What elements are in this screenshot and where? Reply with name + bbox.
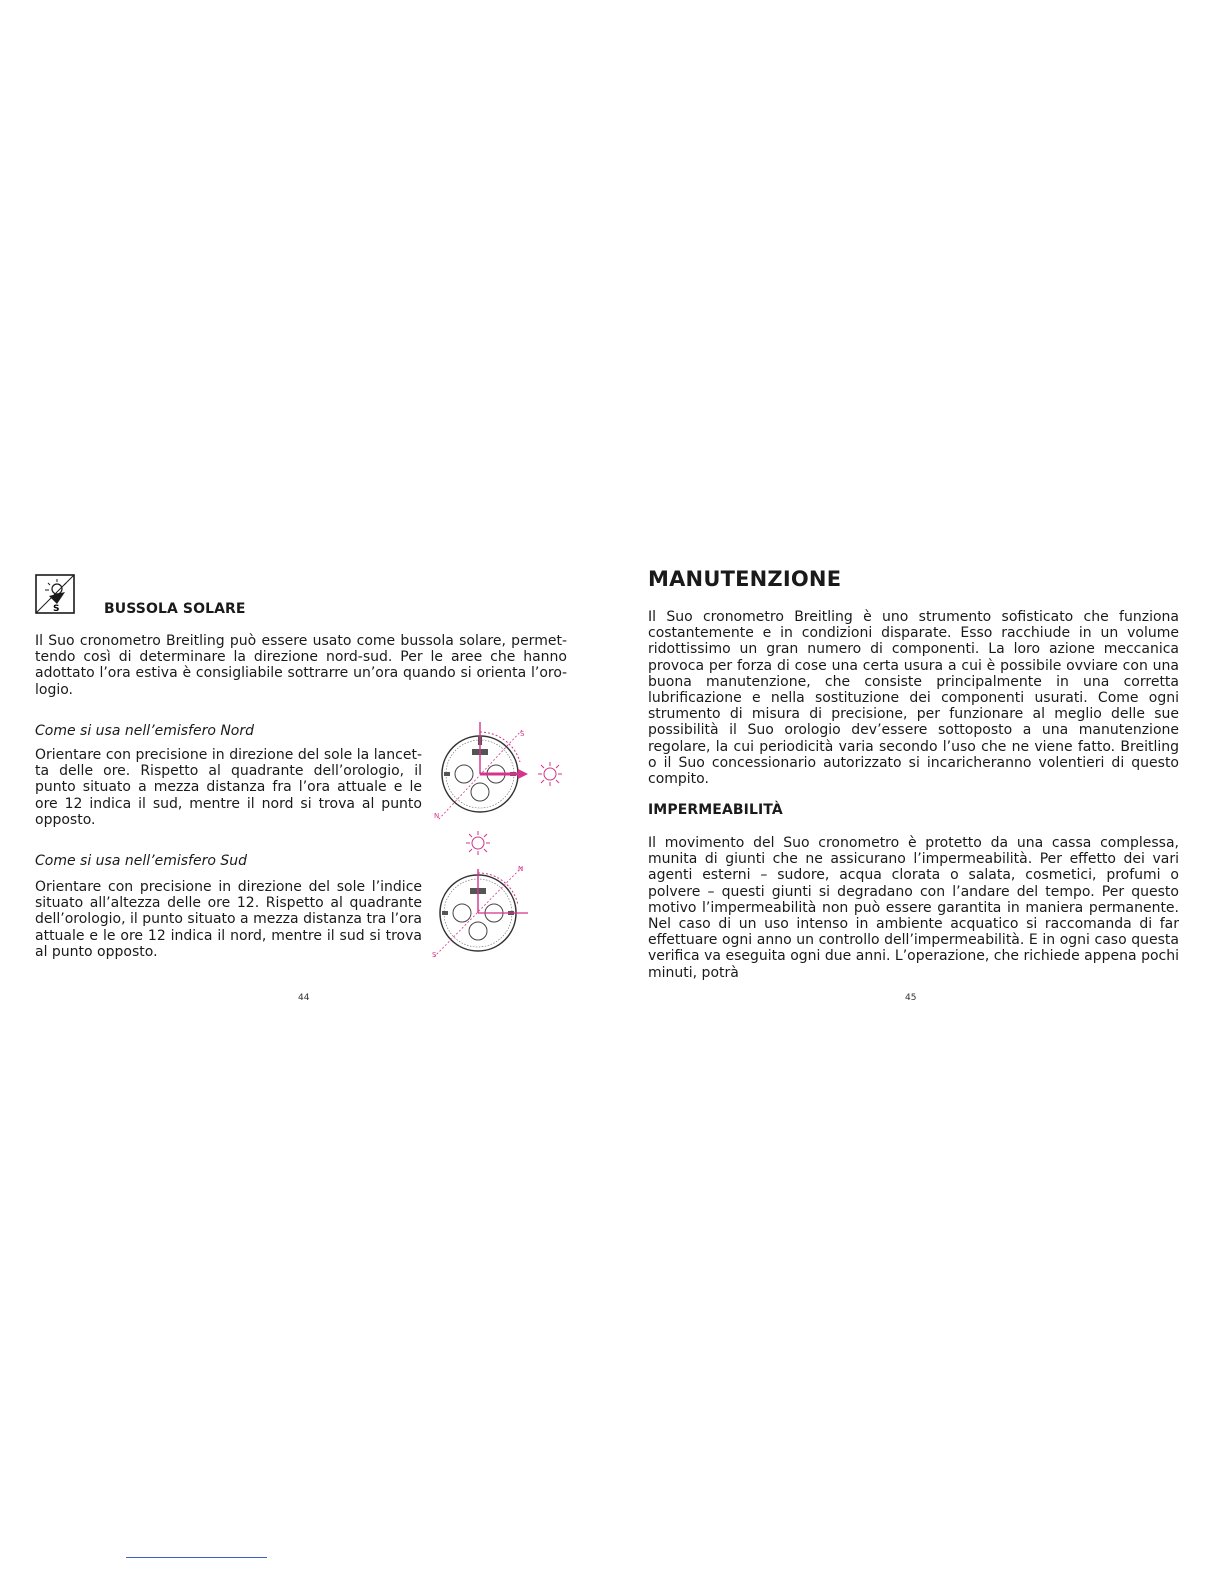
- subheading-emisfero-sud: Come si usa nell’emisfero Sud: [35, 853, 247, 869]
- paragraph-manutenzione: Il Suo cronometro Breitling è uno strumento sofisticato che funziona costantemente e in condizioni disparate. Esso racchiude in un volume ridottissimo un gran numero di componenti. La loro azione meccanica provoca per forza di cose una certa usura a cui è possibile ovviare con una buona manutenzione, che consiste principalmente in una corretta lubrificazione e nella sostituzione dei componenti usurati. Come ogni strumento di misura di precisione, per funzionare al meglio delle sue possibilità il Suo orologio dev’essere sottoposto a una manutenzione regolare, la cui periodicità varia secondo l’uso che ne viene fatto. Breitling o il Suo concessionario autorizzato si incaricheranno volentieri di questo compito.: [648, 609, 1179, 788]
- page-title-manutenzione: MANUTENZIONE: [648, 567, 842, 591]
- section-heading-impermeabilita: IMPERMEABILITÀ: [648, 802, 783, 818]
- svg-text:N: N: [518, 865, 524, 873]
- sun-compass-icon: [35, 574, 75, 614]
- page-number-left: 44: [298, 993, 310, 1003]
- sun-icon: [466, 831, 490, 855]
- sun-icon: [538, 762, 562, 786]
- page-number-right: 45: [905, 993, 917, 1003]
- svg-text:S: S: [520, 730, 525, 738]
- paragraph-impermeabilita: Il movimento del Suo cronometro è protetto da una cassa complessa, munita di giunti che ne assicurano l’impermeabilità. Per effetto dei vari agenti esterni – sudore, acqua clorata o salata, cosmetici, profumi o polvere – questi giunti si degradano con l’andare del tempo. Per questo motivo l’impermeabilità non può essere garantita in maniera permanente. Nel caso di un uso intenso in ambiente acquatico si raccomanda di far effettuare ogni anno un controllo dell’impermeabilità. E in ogni caso questa verifica va eseguita ogni due anni. L’operazione, che richiede appena pochi minuti, potrà: [648, 835, 1179, 981]
- subheading-emisfero-nord: Come si usa nell’emisfero Nord: [35, 723, 255, 739]
- watch-dial-north-illustration: [430, 722, 570, 822]
- right-page: [612, 0, 1224, 1584]
- svg-text:S: S: [53, 604, 60, 614]
- paragraph-emisfero-nord: Orientare con precisione in direzione del sole la lancetta delle ore. Rispetto al quadrante dell’orologio, il punto situato a mezza distanza fra l’ora attuale e le ore 12 indica il sud, mentre il nord si trova al punto opposto.: [35, 747, 422, 828]
- svg-text:N: N: [434, 812, 440, 820]
- section-heading-bussola-solare: BUSSOLA SOLARE: [104, 601, 246, 617]
- watch-dial-south-illustration: [430, 829, 570, 961]
- svg-text:S: S: [432, 951, 437, 959]
- footer-link-underline[interactable]: [126, 1557, 267, 1558]
- paragraph-emisfero-sud: Orientare con precisione in direzione del sole l’indice situato all’altezza delle ore 12. Rispetto al quadrante dell’orologio, il punto situato a mezza distanza tra l’ora attuale e le ore 12 indica il nord, mentre il sud si trova al punto opposto.: [35, 879, 422, 960]
- intro-paragraph: Il Suo cronometro Breitling può essere usato come bussola solare, permettendo così di determinare la direzione nord-sud. Per le aree che hanno adottato l’ora estiva è consigliabile sottrarre un’ora quando si orienta l’orologio.: [35, 633, 567, 698]
